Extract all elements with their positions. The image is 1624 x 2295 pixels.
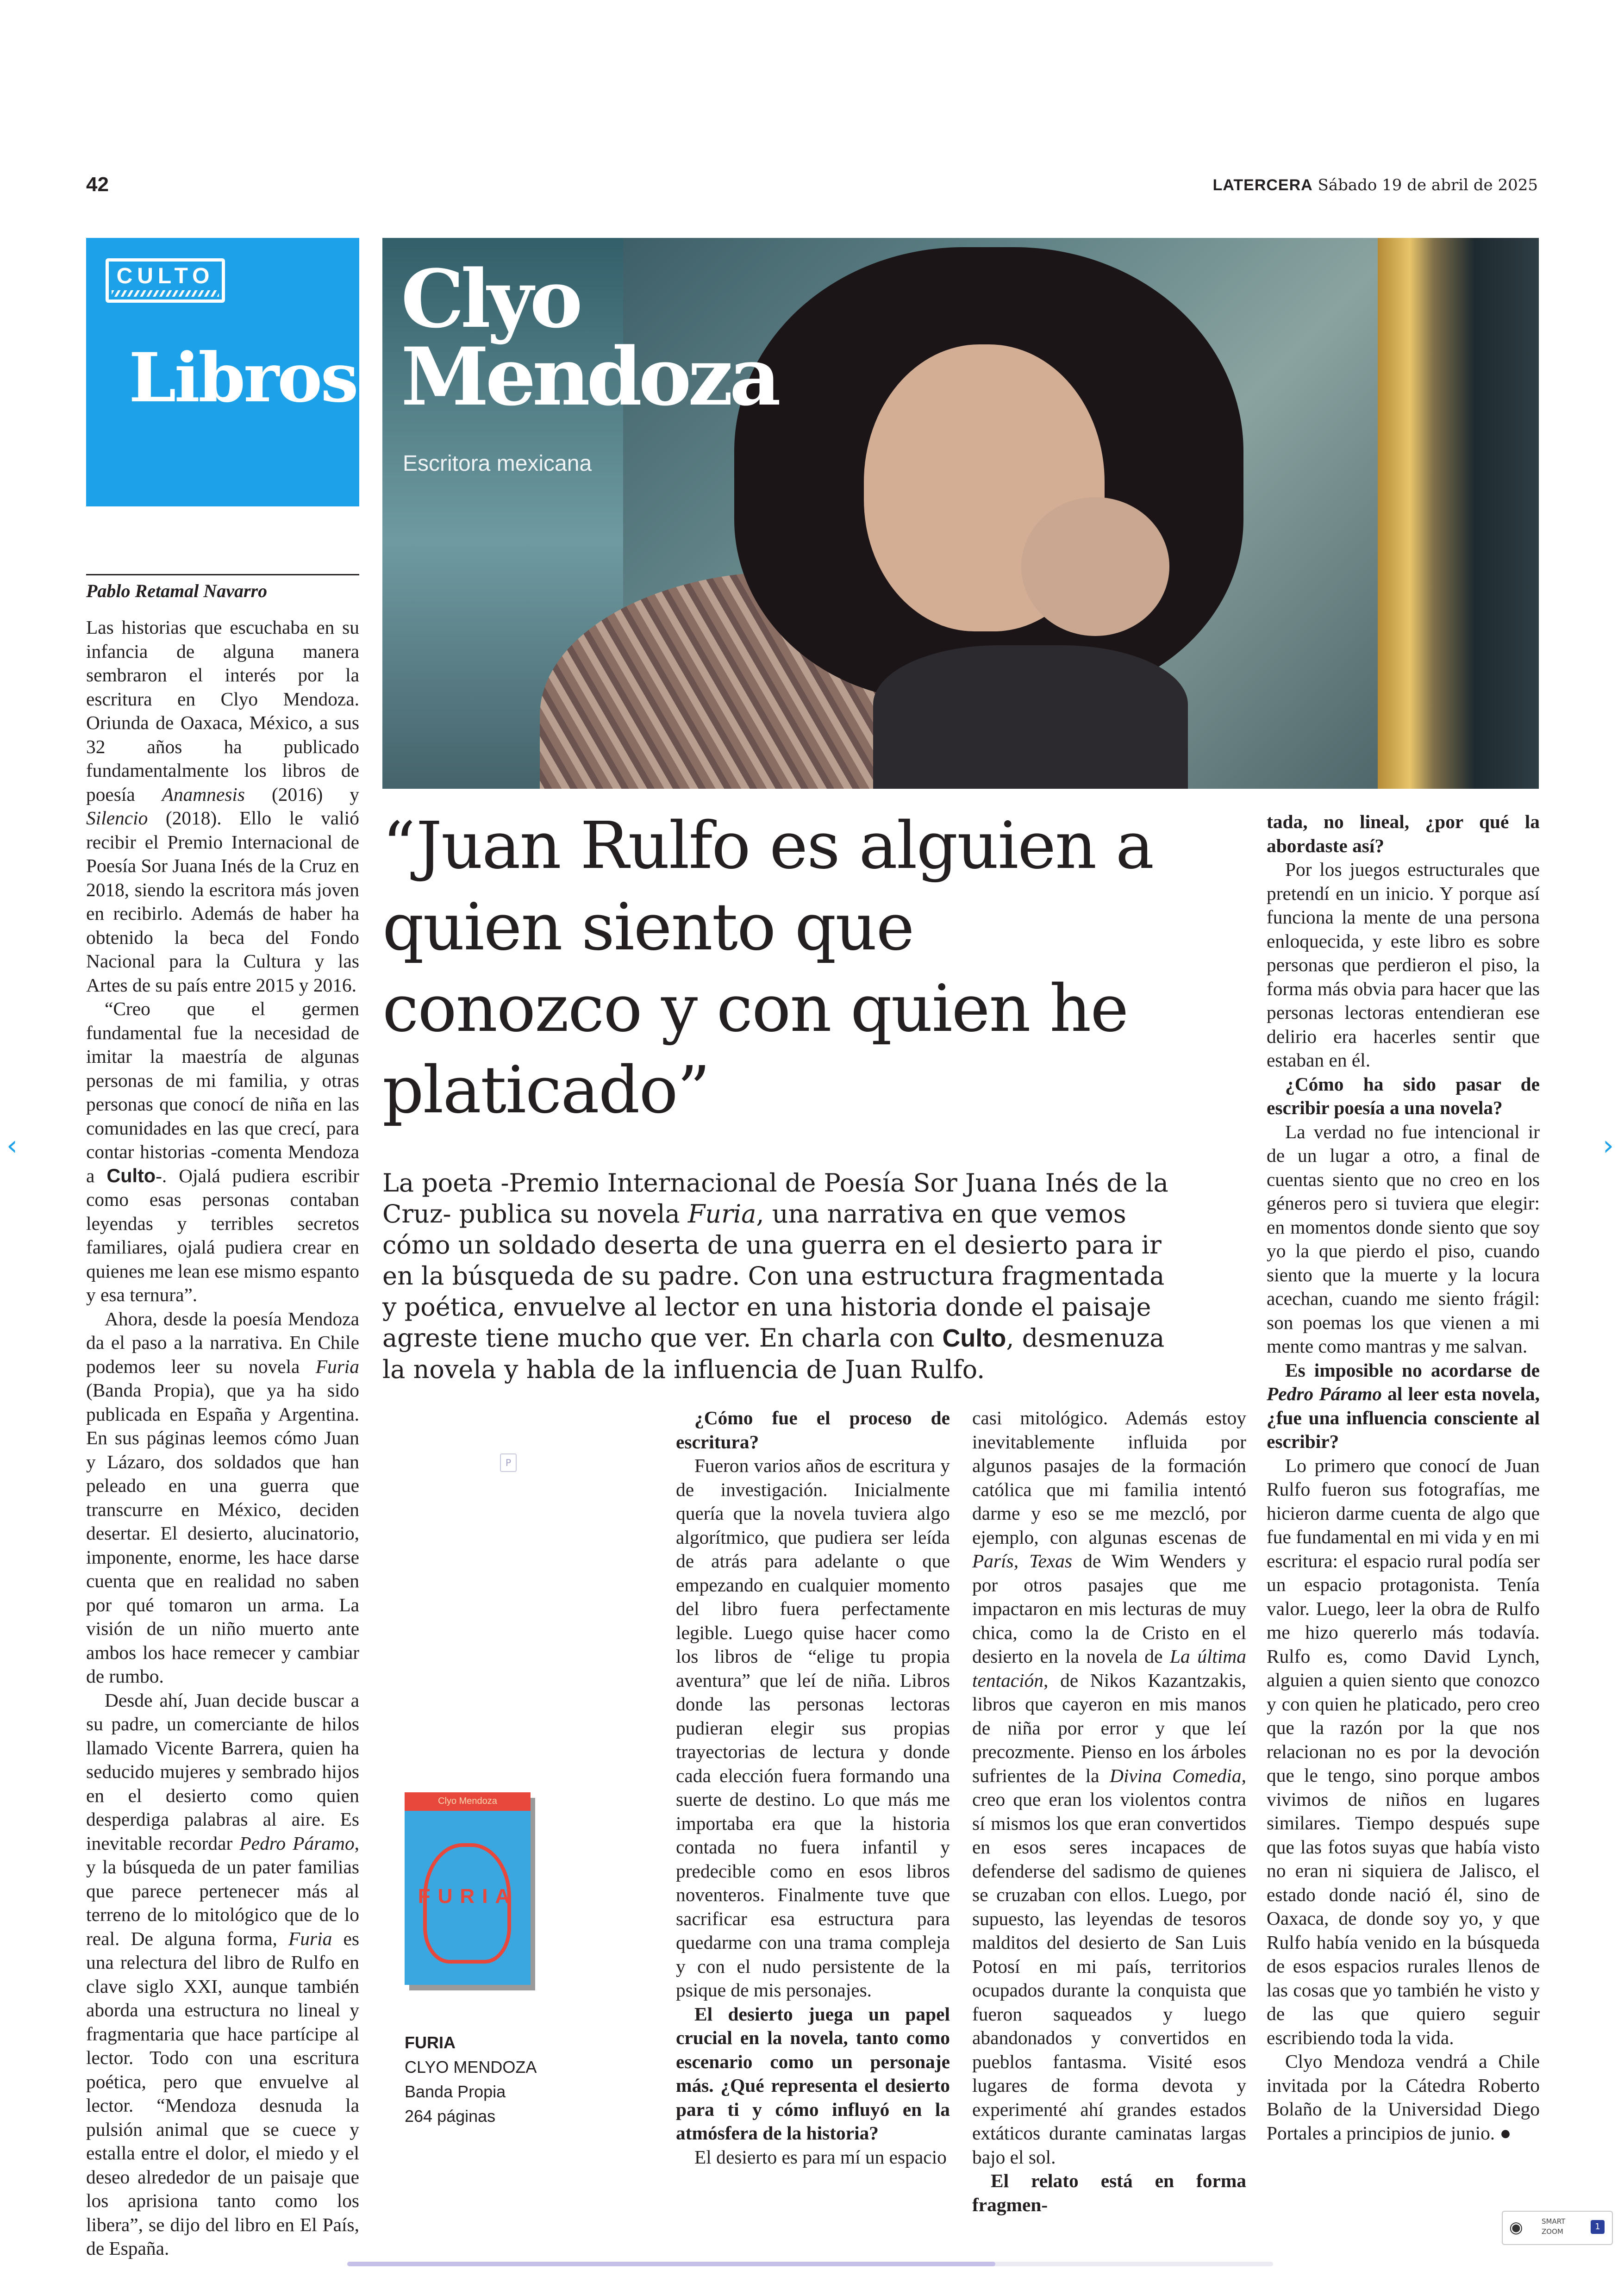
book-pages: 264 páginas [405,2107,496,2126]
text-run: , creo que eran los violentos contra sí mismos los que eran convertidos en esos seres incapaces de defenderse del sadismo de quienes se cruzaban con ellos. Luego, por supuesto, las leyendas de tesoros malditos del desierto de San Luis Potosí en mi país, territorios ocupados durante la conquista que fueron saqueados y luego abandonados y convertidos en pueblos fantasma. Visité esos lugares de forma devota y experimenté ahí grandes estados extáticos durante caminatas largas bajo el sol. [972,1765,1246,2168]
person-last-name: Mendoza [401,330,777,424]
photo-shirt [873,645,1188,789]
text-run: de Wim Wenders y por otros pasajes que me impactaron en mis lecturas de muy chica, como la de Cristo en el desierto en la novela de [972,1550,1246,1667]
smart-zoom-line-1: SMART [1542,2217,1566,2226]
interview-question: ¿Cómo fue el proceso de escritura? [676,1407,950,1453]
text-run: , de Nikos Kazantzakis, libros que cayeron en mis manos de niña por error y que leí precozmente. Pienso en los árboles sufrientes de la [972,1669,1246,1786]
newspaper-brand: LATERCERA [1212,176,1313,194]
book-cover-author: Clyo Mendoza [438,1796,497,1806]
masthead [1213,176,1538,194]
paragraph [86,1307,359,1689]
paragraph [86,997,359,1307]
column-1 [86,616,359,2261]
page-marker-icon[interactable]: P [500,1453,517,1472]
text-run: Desde ahí, Juan decide buscar a su padre, un comerciante de hilos llamado Vicente Barrera, quien ha seducido mujeres y sembrado hijos en el desierto como quien desperdiga palabras al aire. Es inevitable recordar [86,1689,359,1854]
interview-answer: Fueron varios años de escritura y de investigación. Inicialmente quería que la novela tuviera algo algorítmico, que pudiera ser leída de atrás para adelante o que empezando en cualquier momento del libro fuera perfectamente legible. Luego quise hacer como los libros de “elige tu propia aventura” que leí de niña. Libros donde las personas lectoras pudieran elegir sus propias trayectorias de lectura y donde cada elección fuera formando una suerte de destino. Lo que más me importaba era que la historia contada no fuera infantil y predecible como en esos libros noventeros. Finalmente tuve que sacrificar esa estructura para quedarme con una trama compleja y con el nudo persistente de la psique de mis personajes. [676,1455,950,2001]
italic-title: Pedro Páramo [1267,1383,1382,1404]
smart-zoom-line-2: ZOOM [1542,2227,1563,2236]
interview-question: El desierto juega un papel crucial en la novela, tanto como escenario como un personaje más. ¿Qué representa el desierto para ti y cómo influyó en la atmósfera de la historia? [676,2003,950,2144]
bold-culto: Culto [106,1165,156,1186]
text-run: al leer esta novela, ¿fue una influencia consciente al escribir? [1267,1383,1540,1452]
culto-logo-hatch [112,290,219,297]
previous-page-icon[interactable]: ‹ [6,1129,18,1162]
italic-title: Divina Comedia [1110,1765,1242,1786]
text-run: (2016) y [245,783,359,805]
column-4 [1267,810,1540,2145]
italic-title: Anamnesis [162,783,245,805]
italic-title: Furia [315,1355,359,1377]
end-mark-icon: ● [1499,2122,1512,2144]
author-photo [382,238,1539,789]
column-3 [972,1406,1246,2217]
culto-logo [106,258,225,303]
deck-culto: Culto [942,1324,1006,1352]
paragraph [86,616,359,997]
italic-title: Furia [288,1927,332,1949]
text-run: (2018). Ello le valió recibir el Premio Internacional de Poesía Sor Juana Inés de la Cruz en 2018, siendo la escritora más joven en recibirlo. Además de haber ha obtenido la beca del Fondo Nacional para la Cultura y las Artes de su país entre 2015 y 2016. [86,807,359,996]
paragraph [86,1689,359,2261]
text-run: Clyo Mendoza vendrá a Chile invitada por la Cátedra Roberto Bolaño de la Universidad Diego Portales a principios de junio. [1267,2051,1540,2144]
interview-answer [972,1406,1246,2169]
smart-zoom-button[interactable] [1502,2211,1613,2245]
deck-text-2: , una narrativa en que vemos cómo un soldado deserta de una guerra en el desierto para ir en la búsqueda de su padre. Con una estructura fragmentada y poética, envuelve al lector en una historia donde el paisaje agreste tiene mucho que ver. En charla con [382,1199,1165,1353]
interview-answer: La verdad no fue intencional ir de un lugar a otro, a final de cuentas siento que no creo en los géneros pero si tuviera que elegir: en momentos donde siento que soy yo la que pierdo el piso, cuando siento que la muerte y la locura acechan, cuando me siento frágil: son poemas los que vienen a mi mente como mantras y me salvan. [1267,1121,1540,1357]
interview-answer: Lo primero que conocí de Juan Rulfo fueron sus fotografías, me hicieron darme cuenta de algo que fue fundamental en mi vida y en mi escritura: el espacio rural podía ser un espacio protagonista. Tenía valor. Luego, leer la obra de Rulfo me hizo quererlo más todavía. Rulfo es, como David Lynch, alguien a quien siento que conozco y con quien he platicado, pero creo que la razón por la que nos relacionan no es por la devoción que le tengo, sino porque ambos vivimos de niños en lugares similares. Tiempo después supe que las fotos suyas que había visto no eran ni siquiera de Jalisco, el estado donde nació él, sino de Oaxaca, de donde soy yo, y que Rulfo había venido en la búsqueda de esos espacios rurales llenos de las cosas que yo también he visto y de las que quiero seguir escribiendo toda la vida. [1267,1454,1540,2048]
smart-zoom-count: 1 [1591,2220,1605,2234]
italic-title: Silencio [86,807,148,829]
section-box [86,238,359,506]
interview-answer: Por los juegos estructurales que pretendí en un inicio. Y porque así funciona la mente de una persona enloquecida, y este libro es sobre personas que perdieron el piso, la forma más obvia para hacer que las personas lectoras entendieran ese delirio era hacerles sentir que estaban en él. [1267,859,1540,1071]
italic-title: París, Texas [972,1550,1073,1572]
text-run: casi mitológico. Además estoy inevitablemente influida por algunos pasajes de la formación católica que mi familia intentó darme y eso se me mezcló, por ejemplo, con algunas escenas de [972,1407,1246,1548]
text-run: “Creo que el germen fundamental fue la necesidad de imitar la maestría de algunas personas de mi familia, y otras personas que conocí de niña en las comunidades en las que crecí, para contar historias -comenta Mendoza a [86,998,359,1186]
interview-question: El relato está en forma fragmen- [972,2170,1246,2215]
text-run: , y la búsqueda de un pater familias que parece pertenecer más al terreno de lo mitológico que de lo real. De alguna forma, [86,1832,359,1949]
text-run: (Banda Propia), que ya ha sido publicada en España y Argentina. En sus páginas leemos cómo Juan y Lázaro, dos soldados que han peleado en una guerra que transcurre en México, deciden desertar. El desierto, alucinatorio, imponente, enorme, les hace darse cuenta que en realidad no saben por qué tomaron un arma. La visión de un niño muerto ante ambos los hace remecer y cambiar de rumbo. [86,1379,359,1687]
next-page-icon[interactable]: › [1603,1129,1614,1162]
culto-logo-text: CULTO [116,264,214,288]
article-deck [382,1167,1179,1385]
text-run: Ahora, desde la poesía Mendoza da el paso a la narrativa. En Chile podemos leer su novela [86,1308,359,1377]
interview-question: ¿Cómo ha sido pasar de escribir poesía a una novela? [1267,1073,1540,1118]
text-run: Las historias que escuchaba en su infancia de alguna manera sembraron el interés por la escritura en Clyo Mendoza. Oriunda de Oaxaca, México, a sus 32 años ha publicado fundamentalmente los libros de poesía [86,617,359,805]
column-2 [676,1406,950,2169]
person-name [401,252,777,424]
photo-hand [1021,497,1169,636]
closing-paragraph [1267,2050,1540,2145]
book-publisher: Banda Propia [405,2082,506,2101]
book-cover [405,1792,531,1985]
text-run: es una relectura del libro de Rulfo en clave siglo XXI, aunque también aborda una estructura no lineal y fragmentaria que hace partícipe al lector. Todo con una escritura poética, pero que envuelve al lector. “Mendoza desnuda la pulsión animal que se cuece y estalla entre el dolor, el miedo y el deseo alrededor de un paisaje que los aprisiona tanto como los libera”, se dijo del libro en El País, de España. [86,1927,360,2259]
deck-book-title: Furia [687,1199,756,1229]
page-number: 42 [86,173,109,196]
section-title: Libros [129,338,357,418]
interview-question [1267,1359,1540,1454]
issue-date: Sábado 19 de abril de 2025 [1318,176,1538,194]
eye-icon: ◉ [1509,2218,1523,2237]
person-role: Escritora mexicana [403,451,592,476]
text-run: Es imposible no acordarse de [1285,1359,1540,1381]
text-run: -. Ojalá pudiera escribir como esas personas contaban leyendas y terribles secretos familiares, ojalá pudiera crear en quienes me lean ese mismo espanto y esa ternura”. [86,1165,359,1305]
photo-golden-frame [1378,238,1539,789]
italic-title: Pedro Páramo [239,1832,355,1854]
book-author: CLYO MENDOZA [405,2058,537,2077]
smart-zoom-label [1542,2216,1565,2237]
interview-answer: El desierto es para mí un espacio [694,2146,947,2168]
deck-text-1: La poeta -Premio Internacional de Poesía Sor Juana Inés de la Cruz- publica su novela [382,1168,1168,1229]
person-first-name: Clyo [401,252,579,346]
book-title: FURIA [405,2033,456,2052]
interview-question: tada, no lineal, ¿por qué la abordaste así? [1267,811,1540,856]
italic-title: La última tentación [972,1646,1247,1691]
deck-text-3: , desmenuza la novela y habla de la influencia de Juan Rulfo. [382,1323,1165,1384]
book-cover-title: FURIA [418,1885,518,1908]
book-info [405,2030,537,2128]
byline: Pablo Retamal Navarro [86,574,359,602]
headline: “Juan Rulfo es alguien a quien siento que conozco y con quien he platicado” [382,808,1154,1128]
horizontal-scrollbar-thumb[interactable] [347,2262,995,2266]
